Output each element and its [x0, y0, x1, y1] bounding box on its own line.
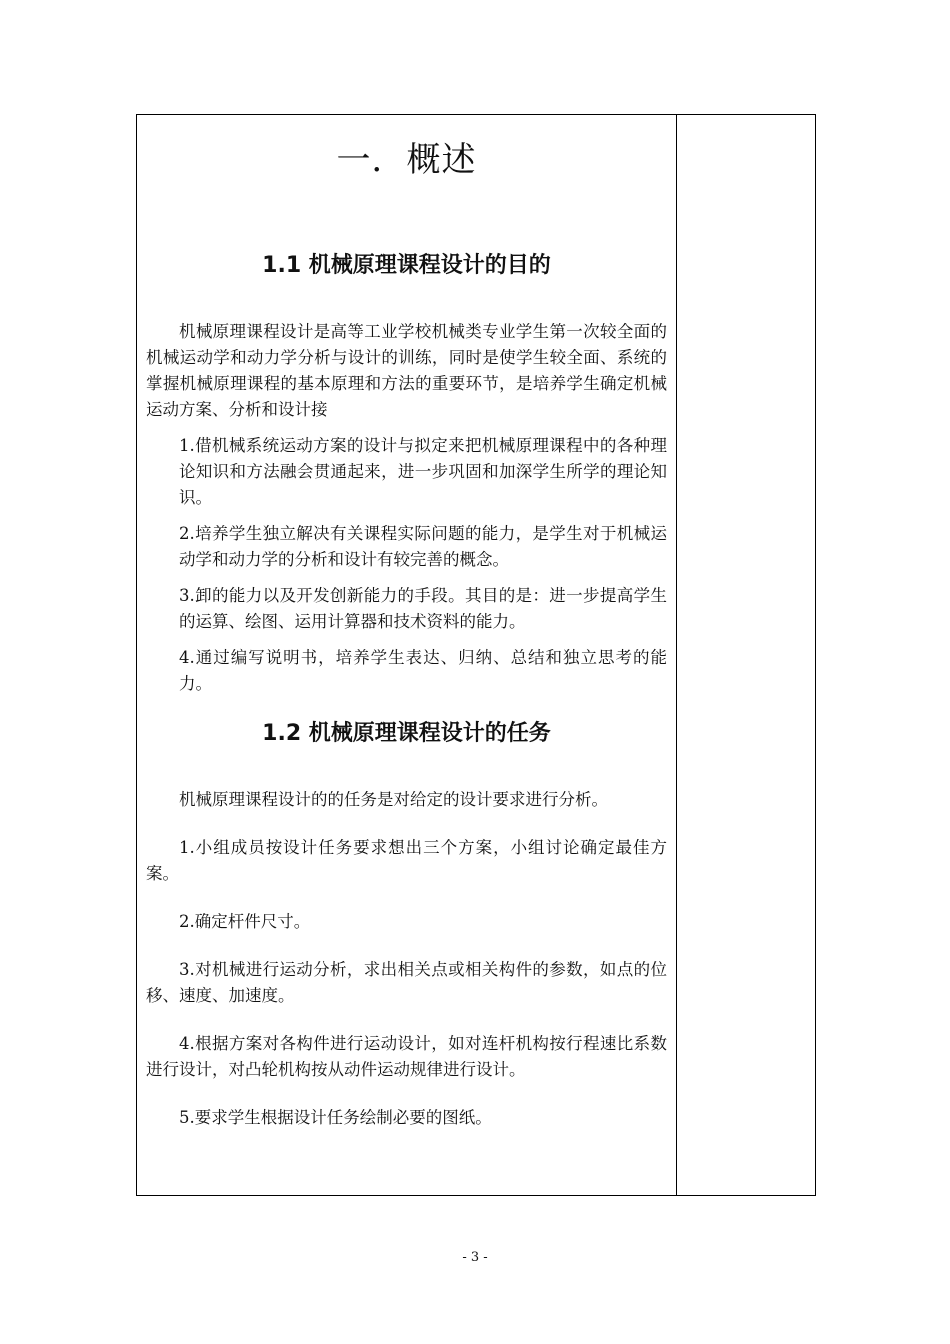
chapter-title: 一．概述 — [336, 140, 477, 180]
page-frame — [136, 114, 816, 1196]
section-2-intro: 机械原理课程设计的的任务是对给定的设计要求进行分析。 — [179, 790, 608, 809]
section-1-item-4: 4.通过编写说明书，培养学生表达、归纳、总结和独立思考的能力。 — [179, 648, 667, 693]
section-2-item-4: 4.根据方案对各构件进行运动设计，如对连杆机构按行程速比系数进行设计，对凸轮机构按从动件运动规律进行设计。 — [146, 1034, 667, 1079]
section-1-item-1: 1.借机械系统运动方案的设计与拟定来把机械原理课程中的各种理论知识和方法融会贯通起来，进一步巩固和加深学生所学的理论知识。 — [179, 436, 667, 507]
section-2-item-3: 3.对机械进行运动分析，求出相关点或相关构件的参数，如点的位移、速度、加速度。 — [146, 960, 667, 1005]
margin-column-divider — [676, 115, 677, 1195]
section-1-title: 1.1 机械原理课程设计的目的 — [262, 253, 551, 278]
section-2-title: 1.2 机械原理课程设计的任务 — [262, 721, 551, 746]
section-2-item-5: 5.要求学生根据设计任务绘制必要的图纸。 — [179, 1108, 492, 1127]
page-number: - 3 - — [462, 1250, 488, 1265]
section-1-intro: 机械原理课程设计是高等工业学校机械类专业学生第一次较全面的机械运动学和动力学分析与设计的训练，同时是使学生较全面、系统的掌握机械原理课程的基本原理和方法的重要环节，是培养学生确定机械运动方案、分析和设计接 — [146, 322, 667, 419]
main-content-column — [146, 115, 667, 1131]
section-1-item-2: 2.培养学生独立解决有关课程实际问题的能力，是学生对于机械运动学和动力学的分析和设计有较完善的概念。 — [179, 524, 667, 569]
section-1-item-3: 3.卸的能力以及开发创新能力的手段。其目的是：进一步提高学生的运算、绘图、运用计算器和技术资料的能力。 — [179, 586, 667, 631]
section-2-item-2: 2.确定杆件尺寸。 — [179, 912, 311, 931]
section-2-item-1: 1.小组成员按设计任务要求想出三个方案，小组讨论确定最佳方案。 — [146, 838, 667, 883]
